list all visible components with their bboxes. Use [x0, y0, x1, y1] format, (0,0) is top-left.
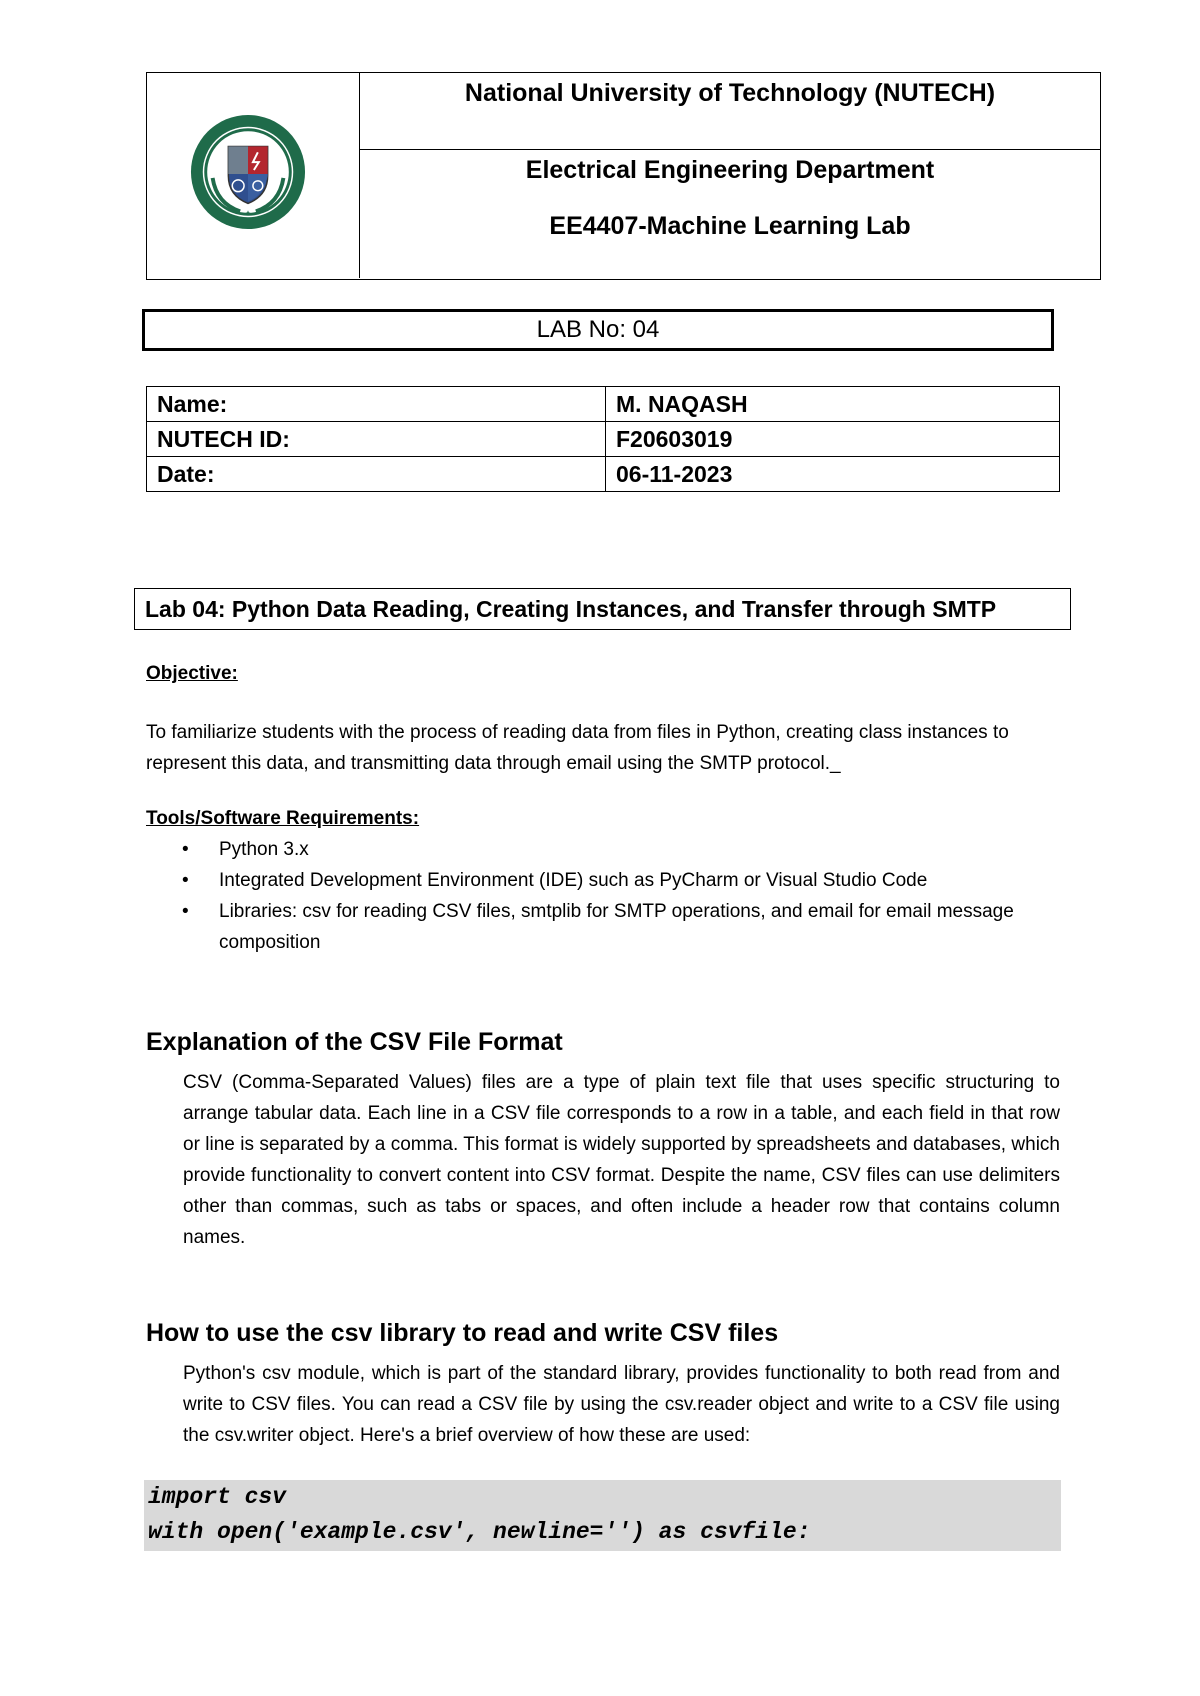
objective-text: To familiarize students with the process of reading data from files in Python, creating class instances to represent this data, and transmitting data through email using the SMTP protocol._	[146, 722, 1009, 774]
date-value: 06-11-2023	[606, 457, 1060, 492]
csv-section-text: CSV (Comma-Separated Values) files are a type of plain text file that uses specific structuring to arrange tabular data. Each line in a CSV file corresponds to a row in a table, and each field in that row or line is separated by a comma. This format is widely supported by spreadsheets and databases, which provide functionality to convert content into CSV format. Despite the name, CSV files can use delimiters other than commas, such as tabs or spaces, and often include a header row that contains column names.	[183, 1072, 1060, 1248]
name-label: Name:	[147, 387, 606, 422]
code-block	[144, 1480, 1061, 1551]
objective-heading: Objective:	[146, 663, 238, 684]
student-info-table	[146, 386, 1060, 492]
library-section-heading: How to use the csv library to read and write CSV files	[146, 1319, 779, 1347]
list-item: • Python 3.x	[146, 834, 1060, 865]
header-row-department	[360, 150, 1100, 279]
library-section-text: Python's csv module, which is part of the standard library, provides functionality to both read from and write to CSV files. You can read a CSV file by using the csv.reader object and write to a CSV file using the csv.writer object. Here's a brief overview of how these are used:	[183, 1363, 1060, 1446]
code-line: import csv	[148, 1484, 287, 1510]
id-label: NUTECH ID:	[147, 422, 606, 457]
date-label: Date:	[147, 457, 606, 492]
bullet-icon: •	[182, 901, 189, 922]
bullet-icon: •	[182, 870, 189, 891]
department-name: Electrical Engineering Department	[525, 156, 935, 184]
id-value: F20603019	[606, 422, 1060, 457]
list-item: • Integrated Development Environment (IDE) such as PyCharm or Visual Studio Code	[146, 865, 1060, 896]
list-item: • Libraries: csv for reading CSV files, smtplib for SMTP operations, and email for email message composition	[146, 896, 1060, 958]
university-name: National University of Technology (NUTECH)	[464, 79, 996, 107]
lab-title: Lab 04: Python Data Reading, Creating Instances, and Transfer through SMTP	[134, 588, 1071, 630]
university-seal-icon	[189, 113, 307, 231]
logo-cell	[147, 73, 360, 278]
lab-number-box: LAB No: 04	[142, 309, 1054, 351]
csv-section-heading: Explanation of the CSV File Format	[146, 1028, 563, 1056]
header-row-university	[360, 73, 1100, 150]
code-line: with open('example.csv', newline='') as csvfile:	[148, 1519, 811, 1545]
table-row	[147, 422, 1060, 457]
table-row	[147, 387, 1060, 422]
tools-list	[146, 834, 1060, 958]
name-value: M. NAQASH	[606, 387, 1060, 422]
course-name: EE4407-Machine Learning Lab	[549, 212, 911, 240]
header-table	[146, 72, 1101, 280]
table-row	[147, 457, 1060, 492]
tools-heading: Tools/Software Requirements:	[146, 808, 420, 829]
bullet-icon: •	[182, 839, 189, 860]
